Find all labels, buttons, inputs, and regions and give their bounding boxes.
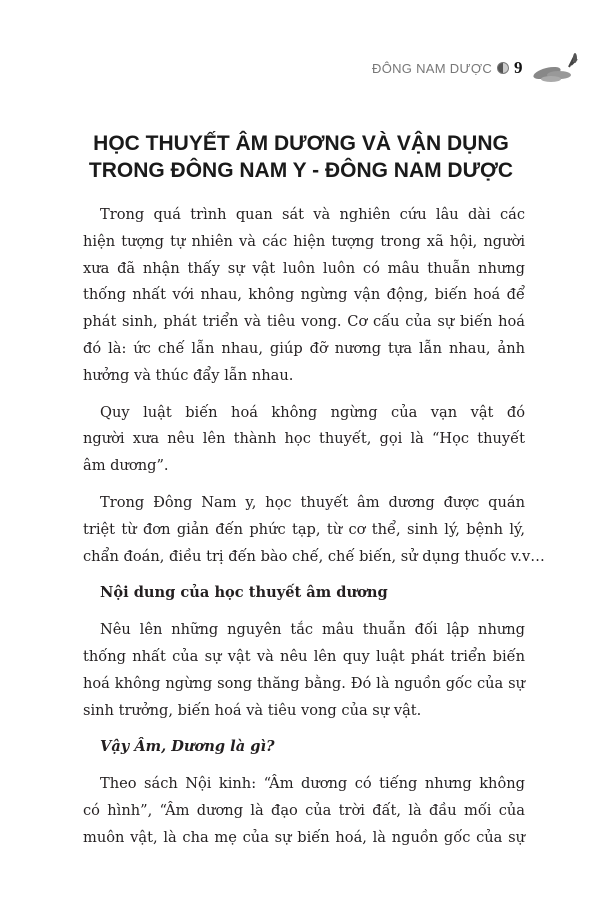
section-heading: Nội dung của học thuyết âm dương	[100, 584, 388, 602]
text-line: triệt từ đơn giản đến phức tạp, từ cơ thể, sinh lý, bệnh lý,	[83, 520, 525, 538]
text-line: xưa đã nhận thấy sự vật luôn luôn có mâu thuẫn nhưng	[83, 259, 525, 277]
text-line: người xưa nêu lên thành học thuyết, gọi là “Học thuyết	[83, 430, 525, 448]
body-text	[83, 202, 545, 862]
text-line: thống nhất của sự vật và nêu lên quy luật phát triển biến	[83, 647, 525, 665]
text-line: âm dương”.	[83, 457, 169, 475]
text-line: sinh trưởng, biến hoá và tiêu vong của sự vật.	[83, 701, 422, 719]
running-header	[372, 53, 579, 83]
paragraph-3	[83, 490, 545, 570]
text-line: Trong Đông Nam y, học thuyết âm dương được quán	[100, 493, 525, 511]
text-line: đó là: ức chế lẫn nhau, giúp đỡ nương tựa lẫn nhau, ảnh	[83, 339, 525, 357]
title-line: HỌC THUYẾT ÂM DƯƠNG VÀ VẬN DỤNG	[93, 132, 509, 155]
text-line: Theo sách Nội kinh: “Âm dương có tiếng nhưng không	[100, 775, 525, 793]
italic-subheading: Vậy Âm, Dương là gì?	[100, 738, 275, 756]
text-line: hoá không ngừng song thăng bằng. Đó là nguồn gốc của sự	[83, 674, 525, 692]
text-line: thống nhất với nhau, không ngừng vận động, biến hoá để	[83, 286, 525, 304]
running-title: ĐÔNG NAM DƯỢC	[372, 60, 493, 76]
title-line: TRONG ĐÔNG NAM Y - ĐÔNG NAM DƯỢC	[88, 159, 514, 182]
yin-yang-icon	[497, 62, 509, 74]
text-line: có hình”, “Âm dương là đạo của trời đất, là đầu mối của	[83, 801, 525, 819]
text-line: chẩn đoán, điều trị đến bào chế, chế biến, sử dụng thuốc v.v…	[83, 547, 545, 565]
paragraph-5	[83, 771, 525, 851]
text-line: Trong quá trình quan sát và nghiên cứu lâu dài các	[100, 206, 525, 223]
text-line: Quy luật biến hoá không ngừng của vạn vật đó	[100, 403, 525, 421]
herb-roots-icon	[531, 53, 579, 83]
text-line: muôn vật, là cha mẹ của sự biến hoá, là nguồn gốc của sự	[83, 828, 525, 846]
text-line: Nêu lên những nguyên tắc mâu thuẫn đối lập nhưng	[100, 621, 525, 639]
paragraph-1	[83, 202, 525, 390]
text-line: hiện tượng tự nhiên và các hiện tượng trong xã hội, người	[83, 232, 525, 250]
chapter-title	[60, 130, 542, 184]
paragraph-2	[83, 400, 525, 480]
text-line: hưởng và thúc đẩy lẫn nhau.	[83, 366, 294, 384]
text-line: phát sinh, phát triển và tiêu vong. Cơ cấu của sự biến hoá	[83, 313, 525, 331]
paragraph-4	[83, 617, 525, 724]
page-number: 9	[514, 58, 523, 77]
